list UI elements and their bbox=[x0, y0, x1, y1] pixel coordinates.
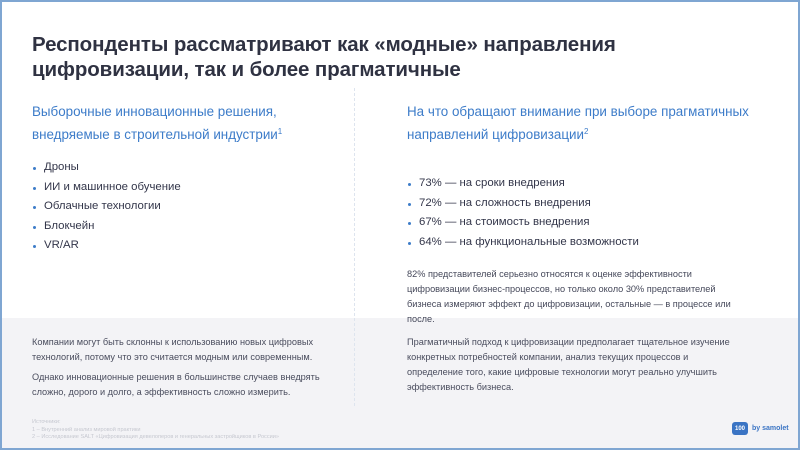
right-subhead bbox=[407, 102, 777, 144]
left-column bbox=[32, 102, 342, 256]
efficiency-note: 82% представителей серьезно относятся к оценке эффективности цифровизации бизнес-процессов, но только около 30% представителей бизнеса измеряют эффект до цифровизации, остальные — в процессе или после. bbox=[407, 269, 731, 324]
right-summary-paragraph: Прагматичный подход к цифровизации предполагает тщательное изучение конкретных потребностей компании, анализ текущих процессов и определение того, какие цифровые технологии могут реально улучшить эффективность бизнеса. bbox=[407, 337, 730, 392]
right-column bbox=[407, 102, 777, 327]
source-item: 2 – Исследование SALT «Цифровизация девелоперов и генеральных застройщиков в России» bbox=[32, 434, 280, 441]
logo-badge: 100 bbox=[732, 422, 748, 435]
source-item: 1 – Внутренний анализ мировой практики bbox=[32, 426, 141, 433]
left-subhead bbox=[32, 102, 342, 144]
sources-label: Источники: bbox=[32, 419, 61, 425]
footnote-ref-2: 2 bbox=[584, 126, 589, 136]
slide-title: Респонденты рассматривают как «модные» направления цифровизации, так и более прагматичные bbox=[32, 33, 616, 81]
sources bbox=[32, 419, 279, 442]
list-item: Дроны bbox=[32, 158, 342, 178]
list-item: Облачные технологии bbox=[32, 197, 342, 217]
innovation-list bbox=[32, 158, 342, 256]
pragmatic-criteria-list bbox=[407, 174, 777, 252]
list-item: 64% — на функциональные возможности bbox=[407, 233, 777, 253]
footnote-ref-1: 1 bbox=[277, 126, 283, 136]
list-item: VR/AR bbox=[32, 236, 342, 256]
column-divider bbox=[354, 88, 355, 406]
samolet-logo bbox=[732, 422, 789, 435]
list-item: Блокчейн bbox=[32, 217, 342, 237]
left-summary-paragraph: Однако инновационные решения в большинстве случаев внедрять сложно, дорого и долго, а эффективность сложно измерить. bbox=[32, 372, 320, 397]
left-summary-paragraph: Компании могут быть склонны к использованию новых цифровых технологий, потому что это считается модным или современным. bbox=[32, 337, 314, 362]
left-subhead-text: Выборочные инновационные решения, внедряемые в строительной индустрии bbox=[32, 104, 278, 142]
list-item: 73% — на сроки внедрения bbox=[407, 174, 777, 194]
list-item: ИИ и машинное обучение bbox=[32, 178, 342, 198]
right-summary bbox=[407, 335, 737, 395]
right-subhead-text: На что обращают внимание при выборе прагматичных направлений цифровизации bbox=[407, 104, 749, 142]
left-summary bbox=[32, 335, 332, 400]
logo-text: by samolet bbox=[752, 425, 789, 432]
list-item: 72% — на сложность внедрения bbox=[407, 194, 777, 214]
list-item: 67% — на стоимость внедрения bbox=[407, 213, 777, 233]
